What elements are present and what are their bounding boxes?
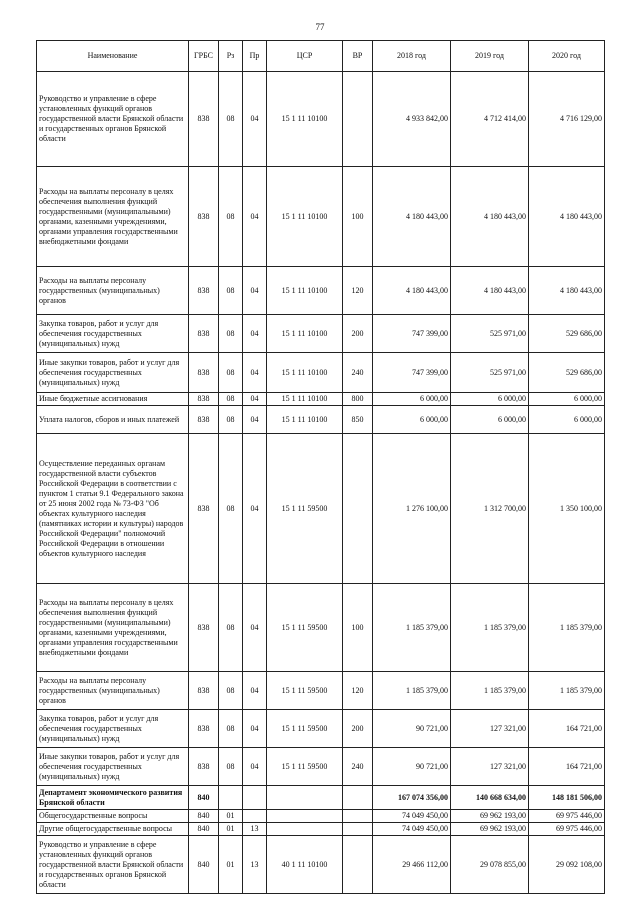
cell-2018: 74 049 450,00 xyxy=(373,810,451,823)
cell-2018: 1 185 379,00 xyxy=(373,584,451,672)
cell-name: Осуществление переданных органам государственной власти субъектов Российской Федерации в соответствии с пунктом 1 статьи 9.1 Федерального закона от 25 июня 2002 года № 73-ФЗ "Об объектах культурного наследия (памятниках истории и культуры) народов Российской Федерации" полномочий Российской Федерации в отношении объектов культурного наследия xyxy=(37,434,189,584)
cell-csr: 15 1 11 10100 xyxy=(267,72,343,167)
cell-name: Иные закупки товаров, работ и услуг для обеспечения государственных (муниципальных) нужд xyxy=(37,353,189,393)
header-rz: Рз xyxy=(219,41,243,72)
cell-2020: 148 181 506,00 xyxy=(529,786,605,810)
cell-name: Закупка товаров, работ и услуг для обеспечения государственных (муниципальных) нужд xyxy=(37,710,189,748)
cell-2020: 1 350 100,00 xyxy=(529,434,605,584)
cell-2019: 140 668 634,00 xyxy=(451,786,529,810)
cell-name: Другие общегосударственные вопросы xyxy=(37,823,189,836)
header-name: Наименование xyxy=(37,41,189,72)
cell-name: Расходы на выплаты персоналу в целях обеспечения выполнения функций государственными (муниципальными) органами, казенными учреждениями, органами управления государственными внебюджетными фондами xyxy=(37,584,189,672)
cell-name: Расходы на выплаты персоналу государственных (муниципальных) органов xyxy=(37,267,189,315)
cell-name: Департамент экономического развития Брянской области xyxy=(37,786,189,810)
cell-2020: 164 721,00 xyxy=(529,710,605,748)
cell-2018: 747 399,00 xyxy=(373,353,451,393)
cell-2018: 4 180 443,00 xyxy=(373,267,451,315)
cell-csr: 15 1 11 10100 xyxy=(267,393,343,406)
cell-2020: 529 686,00 xyxy=(529,315,605,353)
cell-2019: 4 712 414,00 xyxy=(451,72,529,167)
cell-grbs: 838 xyxy=(189,72,219,167)
cell-grbs: 838 xyxy=(189,393,219,406)
cell-2019: 1 185 379,00 xyxy=(451,672,529,710)
cell-csr: 15 1 11 10100 xyxy=(267,315,343,353)
cell-rz: 08 xyxy=(219,672,243,710)
cell-name: Расходы на выплаты персоналу государственных (муниципальных) органов xyxy=(37,672,189,710)
cell-pr: 04 xyxy=(243,584,267,672)
cell-pr: 04 xyxy=(243,672,267,710)
cell-rz xyxy=(219,786,243,810)
cell-2019: 6 000,00 xyxy=(451,393,529,406)
cell-2019: 1 185 379,00 xyxy=(451,584,529,672)
cell-grbs: 840 xyxy=(189,836,219,894)
cell-2019: 6 000,00 xyxy=(451,406,529,434)
cell-pr: 04 xyxy=(243,748,267,786)
table-row xyxy=(37,315,605,353)
cell-grbs: 840 xyxy=(189,810,219,823)
cell-rz: 08 xyxy=(219,315,243,353)
cell-2018: 29 466 112,00 xyxy=(373,836,451,894)
cell-vr xyxy=(343,786,373,810)
cell-vr: 100 xyxy=(343,167,373,267)
cell-2020: 164 721,00 xyxy=(529,748,605,786)
table-row xyxy=(37,406,605,434)
cell-pr: 04 xyxy=(243,267,267,315)
cell-name: Уплата налогов, сборов и иных платежей xyxy=(37,406,189,434)
cell-pr xyxy=(243,810,267,823)
table-row xyxy=(37,748,605,786)
table-row xyxy=(37,434,605,584)
cell-2018: 1 276 100,00 xyxy=(373,434,451,584)
cell-2018: 4 933 842,00 xyxy=(373,72,451,167)
cell-2019: 4 180 443,00 xyxy=(451,167,529,267)
cell-csr: 15 1 11 59500 xyxy=(267,748,343,786)
cell-grbs: 838 xyxy=(189,315,219,353)
cell-2020: 69 975 446,00 xyxy=(529,810,605,823)
cell-rz: 08 xyxy=(219,267,243,315)
cell-2019: 1 312 700,00 xyxy=(451,434,529,584)
cell-rz: 08 xyxy=(219,748,243,786)
table-row xyxy=(37,393,605,406)
budget-table xyxy=(36,40,605,894)
cell-2018: 6 000,00 xyxy=(373,393,451,406)
cell-vr: 200 xyxy=(343,315,373,353)
cell-name: Расходы на выплаты персоналу в целях обеспечения выполнения функций государственными (муниципальными) органами, казенными учреждениями, органами управления государственными внебюджетными фондами xyxy=(37,167,189,267)
cell-rz: 08 xyxy=(219,584,243,672)
cell-pr: 13 xyxy=(243,836,267,894)
cell-2019: 29 078 855,00 xyxy=(451,836,529,894)
table-row xyxy=(37,786,605,810)
cell-grbs: 838 xyxy=(189,267,219,315)
cell-2020: 6 000,00 xyxy=(529,406,605,434)
cell-pr: 04 xyxy=(243,72,267,167)
cell-2020: 29 092 108,00 xyxy=(529,836,605,894)
cell-2019: 525 971,00 xyxy=(451,315,529,353)
cell-pr: 04 xyxy=(243,393,267,406)
cell-pr: 04 xyxy=(243,434,267,584)
page-number: 77 xyxy=(315,22,325,32)
cell-vr: 850 xyxy=(343,406,373,434)
header-2018: 2018 год xyxy=(373,41,451,72)
table-row xyxy=(37,72,605,167)
table-row xyxy=(37,353,605,393)
cell-pr: 13 xyxy=(243,823,267,836)
table-row xyxy=(37,823,605,836)
cell-name: Руководство и управление в сфере установленных функций органов государственной власти Брянской области и государственных органов Брянской области xyxy=(37,836,189,894)
table-row xyxy=(37,710,605,748)
cell-grbs: 838 xyxy=(189,710,219,748)
cell-vr xyxy=(343,836,373,894)
cell-grbs: 838 xyxy=(189,353,219,393)
cell-name: Иные бюджетные ассигнования xyxy=(37,393,189,406)
cell-vr: 120 xyxy=(343,267,373,315)
cell-2019: 127 321,00 xyxy=(451,748,529,786)
cell-grbs: 838 xyxy=(189,167,219,267)
cell-vr: 100 xyxy=(343,584,373,672)
cell-2018: 4 180 443,00 xyxy=(373,167,451,267)
table-row xyxy=(37,836,605,894)
cell-grbs: 838 xyxy=(189,748,219,786)
cell-2018: 90 721,00 xyxy=(373,710,451,748)
cell-csr: 15 1 11 10100 xyxy=(267,267,343,315)
cell-2018: 747 399,00 xyxy=(373,315,451,353)
cell-2020: 6 000,00 xyxy=(529,393,605,406)
table-row xyxy=(37,810,605,823)
cell-csr: 15 1 11 10100 xyxy=(267,353,343,393)
cell-2018: 167 074 356,00 xyxy=(373,786,451,810)
header-2020: 2020 год xyxy=(529,41,605,72)
cell-rz: 08 xyxy=(219,406,243,434)
cell-name: Иные закупки товаров, работ и услуг для обеспечения государственных (муниципальных) нужд xyxy=(37,748,189,786)
cell-2019: 4 180 443,00 xyxy=(451,267,529,315)
cell-grbs: 838 xyxy=(189,434,219,584)
cell-rz: 08 xyxy=(219,167,243,267)
cell-pr: 04 xyxy=(243,406,267,434)
cell-2019: 69 962 193,00 xyxy=(451,823,529,836)
table-body xyxy=(37,72,605,894)
cell-vr: 120 xyxy=(343,672,373,710)
cell-csr: 40 1 11 10100 xyxy=(267,836,343,894)
cell-pr: 04 xyxy=(243,353,267,393)
cell-grbs: 838 xyxy=(189,584,219,672)
table-row xyxy=(37,584,605,672)
cell-pr: 04 xyxy=(243,167,267,267)
cell-csr: 15 1 11 10100 xyxy=(267,167,343,267)
cell-2018: 6 000,00 xyxy=(373,406,451,434)
cell-rz: 08 xyxy=(219,72,243,167)
cell-grbs: 838 xyxy=(189,406,219,434)
cell-vr: 240 xyxy=(343,748,373,786)
cell-vr: 240 xyxy=(343,353,373,393)
cell-csr: 15 1 11 10100 xyxy=(267,406,343,434)
table-row xyxy=(37,672,605,710)
cell-2020: 4 180 443,00 xyxy=(529,267,605,315)
cell-vr xyxy=(343,823,373,836)
cell-csr xyxy=(267,810,343,823)
cell-grbs: 838 xyxy=(189,672,219,710)
cell-2019: 127 321,00 xyxy=(451,710,529,748)
cell-2020: 4 180 443,00 xyxy=(529,167,605,267)
cell-csr xyxy=(267,786,343,810)
cell-2019: 69 962 193,00 xyxy=(451,810,529,823)
cell-vr: 200 xyxy=(343,710,373,748)
cell-vr xyxy=(343,810,373,823)
cell-rz: 01 xyxy=(219,810,243,823)
cell-2018: 90 721,00 xyxy=(373,748,451,786)
cell-2020: 529 686,00 xyxy=(529,353,605,393)
cell-2018: 1 185 379,00 xyxy=(373,672,451,710)
cell-csr: 15 1 11 59500 xyxy=(267,672,343,710)
cell-name: Закупка товаров, работ и услуг для обеспечения государственных (муниципальных) нужд xyxy=(37,315,189,353)
cell-rz: 01 xyxy=(219,836,243,894)
cell-vr xyxy=(343,434,373,584)
cell-name: Руководство и управление в сфере установленных функций органов государственной власти Брянской области и государственных органов Брянской области xyxy=(37,72,189,167)
header-csr: ЦСР xyxy=(267,41,343,72)
cell-csr xyxy=(267,823,343,836)
cell-pr: 04 xyxy=(243,710,267,748)
table-row xyxy=(37,267,605,315)
cell-rz: 08 xyxy=(219,393,243,406)
cell-csr: 15 1 11 59500 xyxy=(267,584,343,672)
cell-rz: 08 xyxy=(219,434,243,584)
cell-2020: 1 185 379,00 xyxy=(529,672,605,710)
cell-csr: 15 1 11 59500 xyxy=(267,434,343,584)
cell-vr xyxy=(343,72,373,167)
cell-name: Общегосударственные вопросы xyxy=(37,810,189,823)
cell-csr: 15 1 11 59500 xyxy=(267,710,343,748)
cell-2019: 525 971,00 xyxy=(451,353,529,393)
table-header-row xyxy=(37,41,605,72)
cell-pr xyxy=(243,786,267,810)
header-pr: Пр xyxy=(243,41,267,72)
cell-vr: 800 xyxy=(343,393,373,406)
header-2019: 2019 год xyxy=(451,41,529,72)
cell-rz: 08 xyxy=(219,353,243,393)
cell-rz: 08 xyxy=(219,710,243,748)
cell-grbs: 840 xyxy=(189,786,219,810)
cell-2018: 74 049 450,00 xyxy=(373,823,451,836)
cell-rz: 01 xyxy=(219,823,243,836)
cell-2020: 1 185 379,00 xyxy=(529,584,605,672)
cell-grbs: 840 xyxy=(189,823,219,836)
cell-2020: 4 716 129,00 xyxy=(529,72,605,167)
header-vr: ВР xyxy=(343,41,373,72)
table-row xyxy=(37,167,605,267)
cell-2020: 69 975 446,00 xyxy=(529,823,605,836)
header-grbs: ГРБС xyxy=(189,41,219,72)
cell-pr: 04 xyxy=(243,315,267,353)
